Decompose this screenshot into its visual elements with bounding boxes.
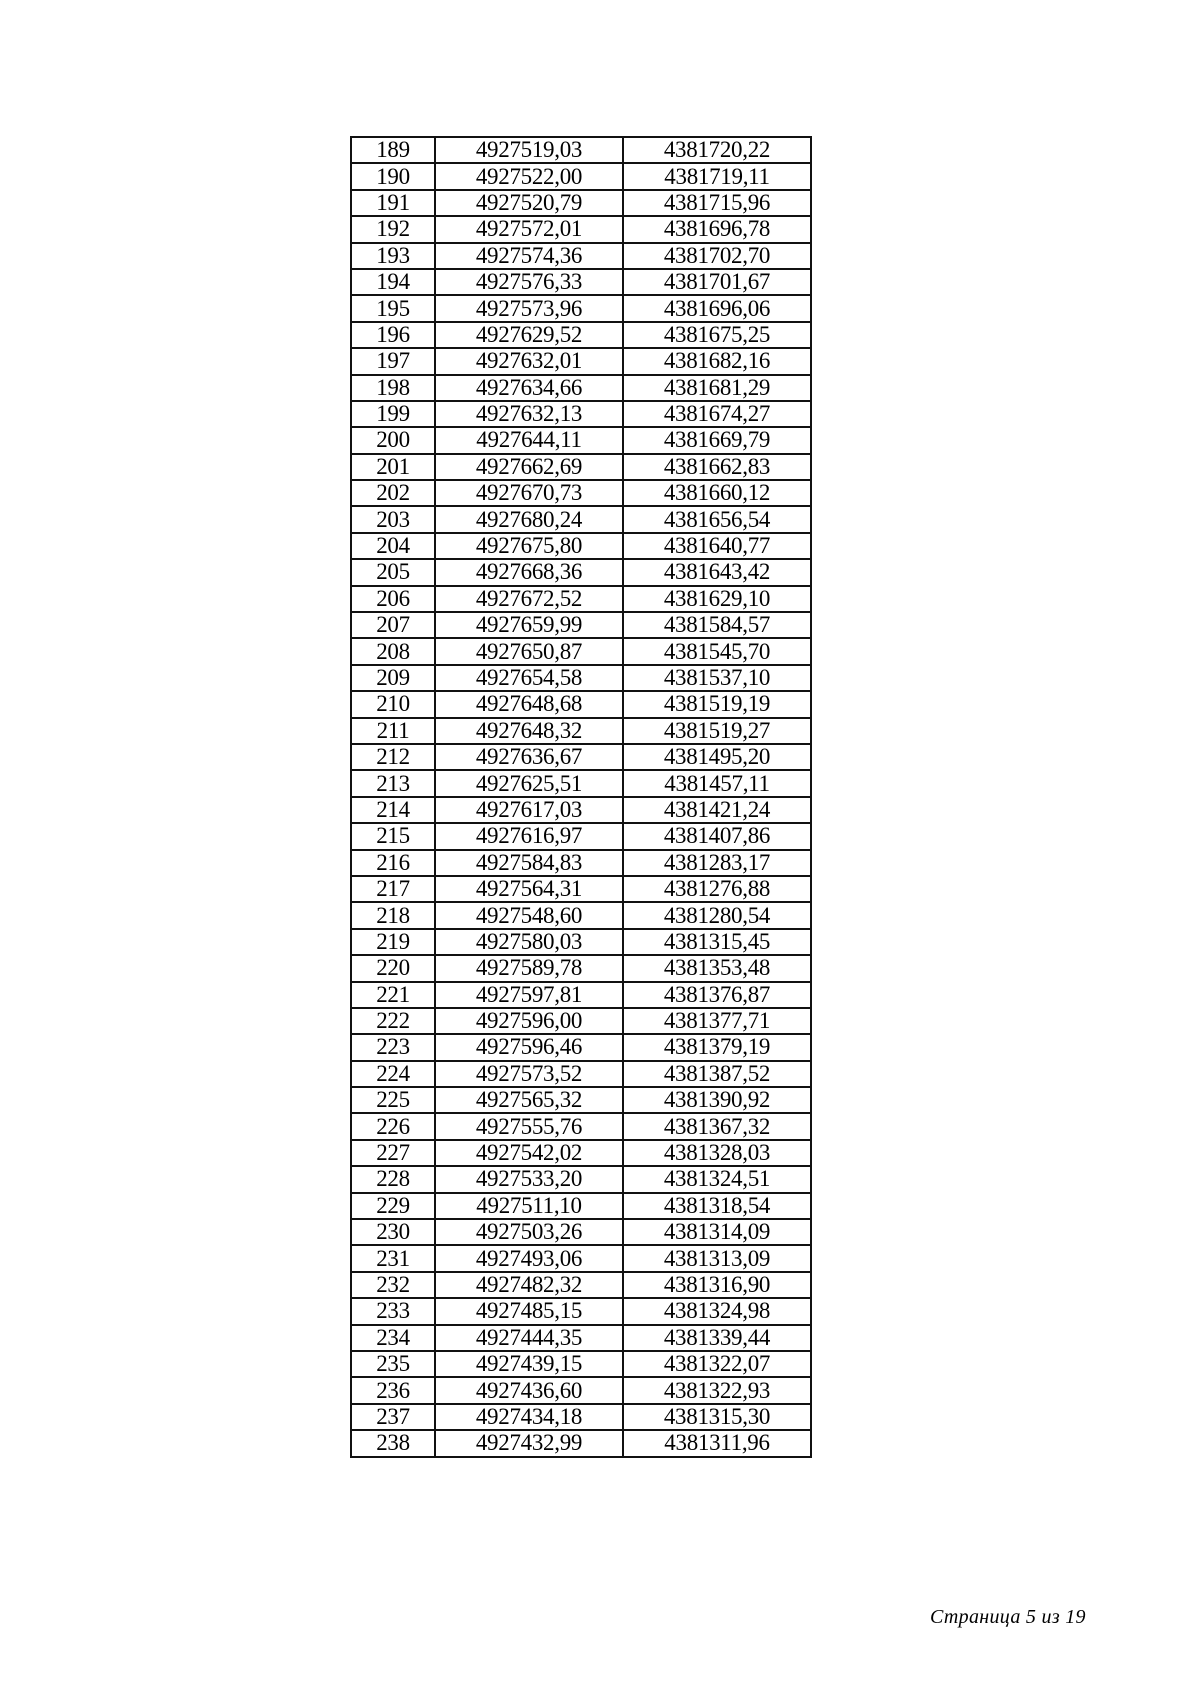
table-row	[351, 638, 811, 664]
point-number-cell: 189	[351, 137, 435, 163]
y-coordinate-cell: 4381660,12	[623, 480, 811, 506]
table-row	[351, 1061, 811, 1087]
y-coordinate-cell: 4381387,52	[623, 1061, 811, 1087]
point-number-cell: 197	[351, 348, 435, 374]
x-coordinate-cell: 4927542,02	[435, 1140, 623, 1166]
y-coordinate-cell: 4381379,19	[623, 1034, 811, 1060]
y-coordinate-cell: 4381681,29	[623, 375, 811, 401]
x-coordinate-cell: 4927636,67	[435, 744, 623, 770]
x-coordinate-cell: 4927668,36	[435, 559, 623, 585]
y-coordinate-cell: 4381457,11	[623, 770, 811, 796]
point-number-cell: 202	[351, 480, 435, 506]
point-number-cell: 205	[351, 559, 435, 585]
point-number-cell: 231	[351, 1245, 435, 1271]
point-number-cell: 220	[351, 955, 435, 981]
table-row	[351, 797, 811, 823]
point-number-cell: 236	[351, 1377, 435, 1403]
y-coordinate-cell: 4381324,98	[623, 1298, 811, 1324]
table-row	[351, 401, 811, 427]
table-row	[351, 612, 811, 638]
table-row	[351, 1113, 811, 1139]
y-coordinate-cell: 4381643,42	[623, 559, 811, 585]
point-number-cell: 218	[351, 902, 435, 928]
table-row	[351, 243, 811, 269]
x-coordinate-cell: 4927432,99	[435, 1430, 623, 1456]
point-number-cell: 233	[351, 1298, 435, 1324]
y-coordinate-cell: 4381669,79	[623, 427, 811, 453]
x-coordinate-cell: 4927444,35	[435, 1325, 623, 1351]
point-number-cell: 191	[351, 190, 435, 216]
point-number-cell: 195	[351, 295, 435, 321]
table-row	[351, 1193, 811, 1219]
table-row	[351, 1272, 811, 1298]
y-coordinate-cell: 4381584,57	[623, 612, 811, 638]
point-number-cell: 190	[351, 163, 435, 189]
y-coordinate-cell: 4381353,48	[623, 955, 811, 981]
y-coordinate-cell: 4381674,27	[623, 401, 811, 427]
y-coordinate-cell: 4381313,09	[623, 1245, 811, 1271]
table-row	[351, 1140, 811, 1166]
point-number-cell: 207	[351, 612, 435, 638]
point-number-cell: 206	[351, 586, 435, 612]
x-coordinate-cell: 4927564,31	[435, 876, 623, 902]
table-row	[351, 1245, 811, 1271]
y-coordinate-cell: 4381696,78	[623, 216, 811, 242]
point-number-cell: 223	[351, 1034, 435, 1060]
x-coordinate-cell: 4927632,01	[435, 348, 623, 374]
x-coordinate-cell: 4927574,36	[435, 243, 623, 269]
table-row	[351, 1008, 811, 1034]
point-number-cell: 227	[351, 1140, 435, 1166]
table-row	[351, 1351, 811, 1377]
table-row	[351, 1325, 811, 1351]
point-number-cell: 204	[351, 533, 435, 559]
x-coordinate-cell: 4927576,33	[435, 269, 623, 295]
y-coordinate-cell: 4381702,70	[623, 243, 811, 269]
y-coordinate-cell: 4381656,54	[623, 506, 811, 532]
x-coordinate-cell: 4927573,52	[435, 1061, 623, 1087]
table-row	[351, 1219, 811, 1245]
x-coordinate-cell: 4927597,81	[435, 982, 623, 1008]
y-coordinate-cell: 4381682,16	[623, 348, 811, 374]
point-number-cell: 230	[351, 1219, 435, 1245]
x-coordinate-cell: 4927672,52	[435, 586, 623, 612]
y-coordinate-cell: 4381719,11	[623, 163, 811, 189]
point-number-cell: 201	[351, 454, 435, 480]
point-number-cell: 229	[351, 1193, 435, 1219]
point-number-cell: 214	[351, 797, 435, 823]
table-row	[351, 348, 811, 374]
x-coordinate-cell: 4927555,76	[435, 1113, 623, 1139]
x-coordinate-cell: 4927548,60	[435, 902, 623, 928]
table-row	[351, 533, 811, 559]
table-row	[351, 850, 811, 876]
point-number-cell: 211	[351, 718, 435, 744]
point-number-cell: 192	[351, 216, 435, 242]
x-coordinate-cell: 4927680,24	[435, 506, 623, 532]
y-coordinate-cell: 4381376,87	[623, 982, 811, 1008]
x-coordinate-cell: 4927629,52	[435, 322, 623, 348]
y-coordinate-cell: 4381701,67	[623, 269, 811, 295]
table-row	[351, 322, 811, 348]
y-coordinate-cell: 4381280,54	[623, 902, 811, 928]
x-coordinate-cell: 4927580,03	[435, 929, 623, 955]
point-number-cell: 193	[351, 243, 435, 269]
x-coordinate-cell: 4927485,15	[435, 1298, 623, 1324]
point-number-cell: 194	[351, 269, 435, 295]
y-coordinate-cell: 4381311,96	[623, 1430, 811, 1456]
coordinates-table	[350, 136, 812, 1458]
y-coordinate-cell: 4381519,27	[623, 718, 811, 744]
point-number-cell: 210	[351, 691, 435, 717]
x-coordinate-cell: 4927654,58	[435, 665, 623, 691]
point-number-cell: 228	[351, 1166, 435, 1192]
point-number-cell: 208	[351, 638, 435, 664]
x-coordinate-cell: 4927584,83	[435, 850, 623, 876]
x-coordinate-cell: 4927650,87	[435, 638, 623, 664]
table-row	[351, 1404, 811, 1430]
x-coordinate-cell: 4927565,32	[435, 1087, 623, 1113]
point-number-cell: 219	[351, 929, 435, 955]
point-number-cell: 215	[351, 823, 435, 849]
y-coordinate-cell: 4381629,10	[623, 586, 811, 612]
x-coordinate-cell: 4927632,13	[435, 401, 623, 427]
table-row	[351, 1377, 811, 1403]
table-row	[351, 955, 811, 981]
table-row	[351, 375, 811, 401]
y-coordinate-cell: 4381283,17	[623, 850, 811, 876]
point-number-cell: 203	[351, 506, 435, 532]
x-coordinate-cell: 4927522,00	[435, 163, 623, 189]
x-coordinate-cell: 4927434,18	[435, 1404, 623, 1430]
point-number-cell: 238	[351, 1430, 435, 1456]
table-row	[351, 269, 811, 295]
table-row	[351, 691, 811, 717]
table-row	[351, 559, 811, 585]
point-number-cell: 226	[351, 1113, 435, 1139]
x-coordinate-cell: 4927662,69	[435, 454, 623, 480]
table-row	[351, 929, 811, 955]
point-number-cell: 235	[351, 1351, 435, 1377]
table-row	[351, 480, 811, 506]
y-coordinate-cell: 4381407,86	[623, 823, 811, 849]
y-coordinate-cell: 4381315,30	[623, 1404, 811, 1430]
y-coordinate-cell: 4381377,71	[623, 1008, 811, 1034]
x-coordinate-cell: 4927589,78	[435, 955, 623, 981]
table-row	[351, 137, 811, 163]
x-coordinate-cell: 4927493,06	[435, 1245, 623, 1271]
point-number-cell: 222	[351, 1008, 435, 1034]
y-coordinate-cell: 4381390,92	[623, 1087, 811, 1113]
x-coordinate-cell: 4927644,11	[435, 427, 623, 453]
x-coordinate-cell: 4927659,99	[435, 612, 623, 638]
y-coordinate-cell: 4381720,22	[623, 137, 811, 163]
y-coordinate-cell: 4381696,06	[623, 295, 811, 321]
table-row	[351, 427, 811, 453]
y-coordinate-cell: 4381545,70	[623, 638, 811, 664]
x-coordinate-cell: 4927439,15	[435, 1351, 623, 1377]
y-coordinate-cell: 4381328,03	[623, 1140, 811, 1166]
point-number-cell: 212	[351, 744, 435, 770]
y-coordinate-cell: 4381715,96	[623, 190, 811, 216]
x-coordinate-cell: 4927482,32	[435, 1272, 623, 1298]
x-coordinate-cell: 4927675,80	[435, 533, 623, 559]
y-coordinate-cell: 4381322,93	[623, 1377, 811, 1403]
table-row	[351, 216, 811, 242]
y-coordinate-cell: 4381324,51	[623, 1166, 811, 1192]
page-number: Страница 5 из 19	[930, 1606, 1086, 1628]
x-coordinate-cell: 4927616,97	[435, 823, 623, 849]
table-row	[351, 876, 811, 902]
x-coordinate-cell: 4927634,66	[435, 375, 623, 401]
point-number-cell: 225	[351, 1087, 435, 1113]
y-coordinate-cell: 4381662,83	[623, 454, 811, 480]
y-coordinate-cell: 4381537,10	[623, 665, 811, 691]
y-coordinate-cell: 4381316,90	[623, 1272, 811, 1298]
y-coordinate-cell: 4381318,54	[623, 1193, 811, 1219]
x-coordinate-cell: 4927572,01	[435, 216, 623, 242]
point-number-cell: 213	[351, 770, 435, 796]
table-row	[351, 744, 811, 770]
x-coordinate-cell: 4927533,20	[435, 1166, 623, 1192]
table-row	[351, 1298, 811, 1324]
table-row	[351, 190, 811, 216]
point-number-cell: 209	[351, 665, 435, 691]
table-row	[351, 295, 811, 321]
x-coordinate-cell: 4927625,51	[435, 770, 623, 796]
x-coordinate-cell: 4927670,73	[435, 480, 623, 506]
y-coordinate-cell: 4381519,19	[623, 691, 811, 717]
point-number-cell: 216	[351, 850, 435, 876]
x-coordinate-cell: 4927617,03	[435, 797, 623, 823]
y-coordinate-cell: 4381314,09	[623, 1219, 811, 1245]
point-number-cell: 234	[351, 1325, 435, 1351]
table-row	[351, 1034, 811, 1060]
y-coordinate-cell: 4381640,77	[623, 533, 811, 559]
y-coordinate-cell: 4381421,24	[623, 797, 811, 823]
x-coordinate-cell: 4927596,00	[435, 1008, 623, 1034]
point-number-cell: 221	[351, 982, 435, 1008]
table-row	[351, 982, 811, 1008]
point-number-cell: 199	[351, 401, 435, 427]
x-coordinate-cell: 4927436,60	[435, 1377, 623, 1403]
table-row	[351, 1430, 811, 1456]
x-coordinate-cell: 4927596,46	[435, 1034, 623, 1060]
point-number-cell: 232	[351, 1272, 435, 1298]
y-coordinate-cell: 4381675,25	[623, 322, 811, 348]
table-row	[351, 454, 811, 480]
y-coordinate-cell: 4381276,88	[623, 876, 811, 902]
point-number-cell: 224	[351, 1061, 435, 1087]
y-coordinate-cell: 4381339,44	[623, 1325, 811, 1351]
point-number-cell: 217	[351, 876, 435, 902]
table-row	[351, 718, 811, 744]
table-row	[351, 665, 811, 691]
table-row	[351, 586, 811, 612]
point-number-cell: 198	[351, 375, 435, 401]
table-row	[351, 163, 811, 189]
x-coordinate-cell: 4927648,32	[435, 718, 623, 744]
x-coordinate-cell: 4927520,79	[435, 190, 623, 216]
coordinates-table-body	[351, 137, 811, 1457]
x-coordinate-cell: 4927503,26	[435, 1219, 623, 1245]
y-coordinate-cell: 4381315,45	[623, 929, 811, 955]
y-coordinate-cell: 4381322,07	[623, 1351, 811, 1377]
point-number-cell: 196	[351, 322, 435, 348]
point-number-cell: 237	[351, 1404, 435, 1430]
x-coordinate-cell: 4927519,03	[435, 137, 623, 163]
x-coordinate-cell: 4927573,96	[435, 295, 623, 321]
y-coordinate-cell: 4381495,20	[623, 744, 811, 770]
point-number-cell: 200	[351, 427, 435, 453]
table-row	[351, 1166, 811, 1192]
y-coordinate-cell: 4381367,32	[623, 1113, 811, 1139]
x-coordinate-cell: 4927511,10	[435, 1193, 623, 1219]
table-row	[351, 506, 811, 532]
table-row	[351, 823, 811, 849]
table-row	[351, 902, 811, 928]
table-row	[351, 770, 811, 796]
table-row	[351, 1087, 811, 1113]
x-coordinate-cell: 4927648,68	[435, 691, 623, 717]
